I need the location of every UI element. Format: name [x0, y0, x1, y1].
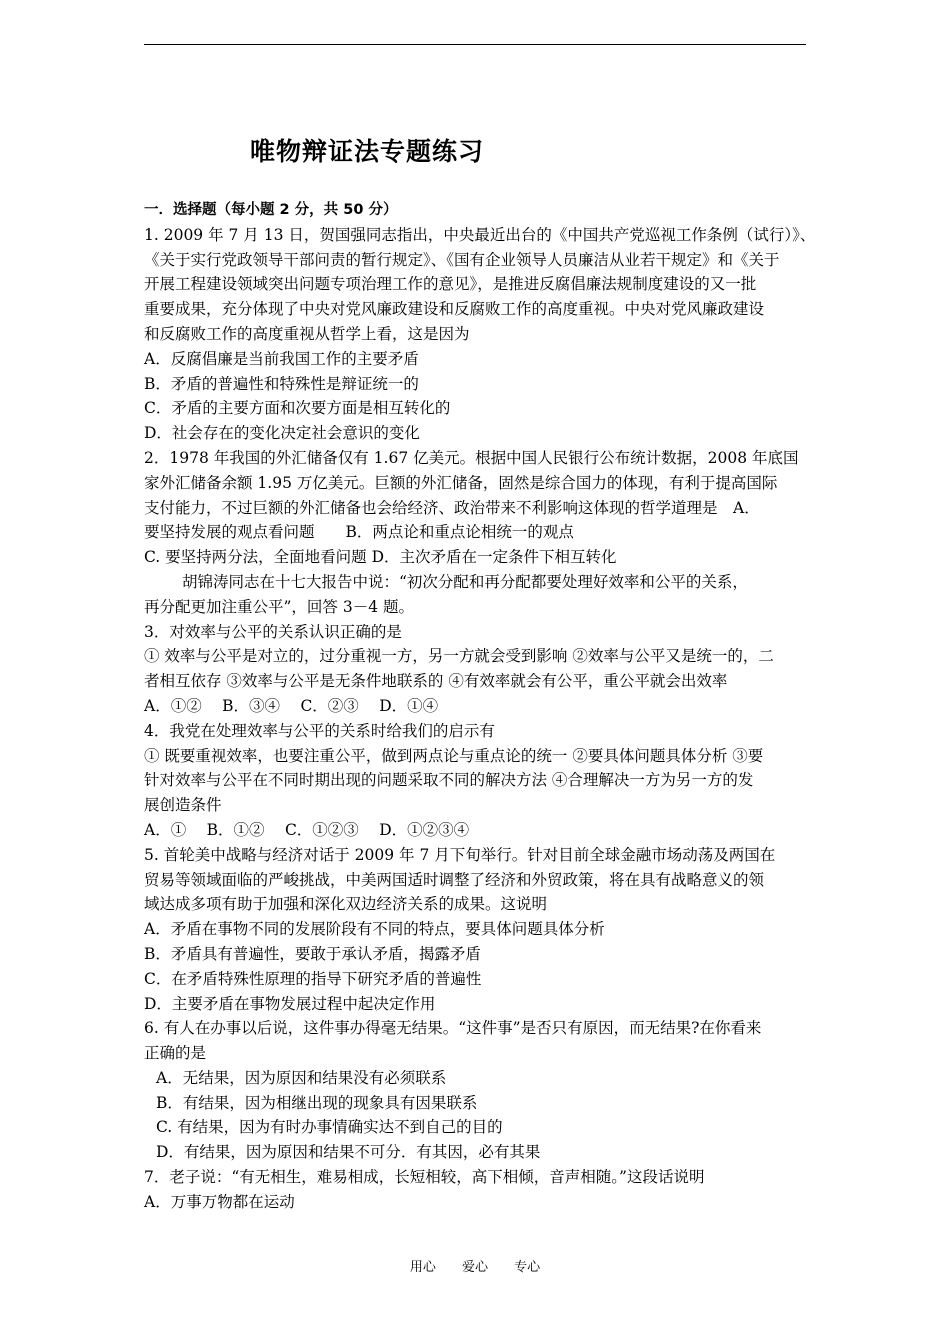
text-line: 5. 首轮美中战略与经济对话于 2009 年 7 月下旬举行。针对目前全球金融市场动荡及两国在 [144, 845, 776, 864]
text-line: 展创造条件 [144, 796, 222, 815]
footer-word: 爱心 [461, 1260, 488, 1275]
text-line: 正确的是 [144, 1044, 207, 1063]
text-line: D．有结果，因为原因和结果不可分．有其因，必有其果 [156, 1143, 541, 1162]
footer-word: 专心 [514, 1260, 541, 1275]
text-line: 针对效率与公平在不同时期出现的问题采取不同的解决方法 ④合理解决一方为另一方的发 [144, 771, 754, 790]
text-line: 重要成果，充分体现了中央对党风廉政建设和反腐败工作的高度重视。中央对党风廉政建设 [144, 300, 765, 319]
text-line: 《关于实行党政领导干部问责的暂行规定》、《国有企业领导人员廉洁从业若干规定》和《关于 [144, 250, 780, 269]
header-rule [144, 44, 806, 45]
text-line: 7．老子说：“有无相生，难易相成，长短相较，高下相倾，音声相随。”这段话说明 [144, 1168, 705, 1187]
text-line: A．万事万物都在运动 [144, 1192, 295, 1211]
text-line: 1. 2009 年 7 月 13 日，贺国强同志指出，中央最近出台的《中国共产党巡视工作条例（试行）》、 [144, 225, 816, 244]
text-line: 者相互依存 ③效率与公平是无条件地联系的 ④有效率就会有公平，重公平就会出效率 [144, 672, 728, 691]
text-line: C．矛盾的主要方面和次要方面是相互转化的 [144, 399, 451, 418]
text-line: B．矛盾的普遍性和特殊性是辩证统一的 [144, 374, 419, 393]
text-line: C. 要坚持两分法，全面地看问题 D．主次矛盾在一定条件下相互转化 [144, 548, 617, 567]
page-title: 唯物辩证法专题练习 [250, 137, 485, 166]
text-line: 开展工程建设领域突出问题专项治理工作的意见》，是推进反腐倡廉法规制度建设的又一批 [144, 275, 757, 294]
text-line: 支付能力，不过巨额的外汇储备也会给经济、政治带来不利影响这体现的哲学道理是 A． [144, 498, 760, 517]
text-line: 域达成多项有助于加强和深化双边经济关系的成果。这说明 [144, 895, 548, 914]
text-line: 2．1978 年我国的外汇储备仅有 1.67 亿美元。根据中国人民银行公布统计数据，2008 年底国 [144, 448, 799, 467]
text-line: 3．对效率与公平的关系认识正确的是 [144, 622, 402, 641]
text-line: A．① B．①② C．①②③ D．①②③④ [144, 820, 470, 839]
text-line: 贸易等领域面临的严峻挑战，中美两国适时调整了经济和外贸政策，将在具有战略意义的领 [144, 870, 765, 889]
text-line: ① 效率与公平是对立的，过分重视一方，另一方就会受到影响 ②效率与公平又是统一的，二 [144, 647, 774, 666]
text-line: C. 有结果，因为有时办事情确实达不到自己的目的 [156, 1118, 503, 1137]
text-line: 胡锦涛同志在十七大报告中说：“初次分配和再分配都要处理好效率和公平的关系， [182, 572, 748, 591]
footer-word: 用心 [409, 1260, 436, 1275]
text-line: B．矛盾具有普遍性，要敢于承认矛盾，揭露矛盾 [144, 944, 481, 963]
text-line: 要坚持发展的观点看问题 B．两点论和重点论相统一的观点 [144, 523, 574, 542]
text-line: C．在矛盾特殊性原理的指导下研究矛盾的普遍性 [144, 969, 482, 988]
text-line: 家外汇储备余额 1.95 万亿美元。巨额的外汇储备，固然是综合国力的体现，有利于提高国际 [144, 473, 778, 492]
text-line: 再分配更加注重公平”，回答 3－4 题。 [144, 597, 415, 616]
text-line: 4．我党在处理效率与公平的关系时给我们的启示有 [144, 721, 495, 740]
text-line: D．社会存在的变化决定社会意识的变化 [144, 424, 420, 443]
text-line: A．反腐倡廉是当前我国工作的主要矛盾 [144, 349, 419, 368]
text-line: 6. 有人在办事以后说，这件事办得毫无结果。“这件事”是否只有原因，而无结果?在你看来 [144, 1019, 762, 1038]
question-lines [144, 223, 816, 1215]
text-line: ① 既要重视效率，也要注重公平，做到两点论与重点论的统一 ②要具体问题具体分析 ③要 [144, 746, 764, 765]
text-line: A．矛盾在事物不同的发展阶段有不同的特点，要具体问题具体分析 [144, 920, 605, 939]
section-heading: 一．选择题（每小题 2 分，共 50 分） [144, 202, 398, 218]
text-line: A．①② B．③④ C．②③ D．①④ [144, 696, 439, 715]
text-line: D．主要矛盾在事物发展过程中起决定作用 [144, 994, 436, 1013]
page-footer [0, 1256, 950, 1275]
text-line: 和反腐败工作的高度重视从哲学上看，这是因为 [144, 324, 470, 343]
text-line: A．无结果，因为原因和结果没有必须联系 [156, 1068, 447, 1087]
document-body [144, 198, 816, 1215]
text-line: B．有结果，因为相继出现的现象具有因果联系 [156, 1093, 478, 1112]
